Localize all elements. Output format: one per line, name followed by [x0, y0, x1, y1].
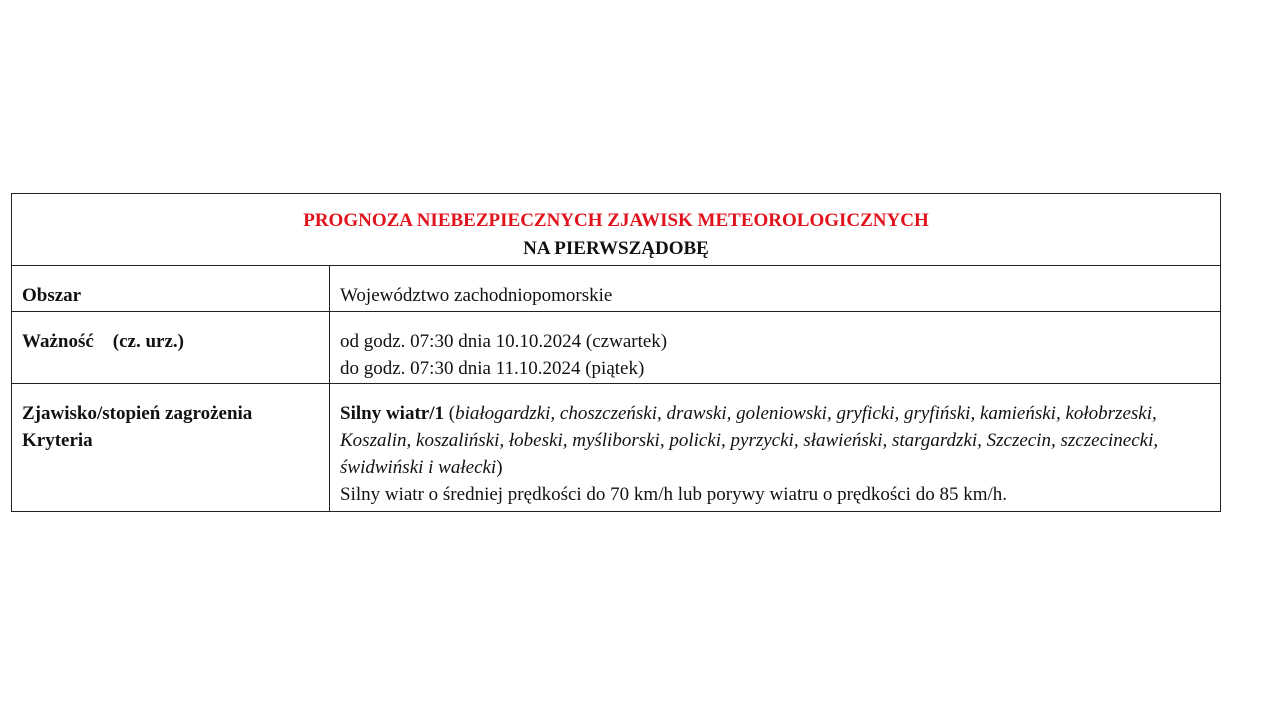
- phenomenon-row: [12, 384, 1221, 512]
- regions-open-paren: (: [443, 403, 456, 424]
- phenomenon-label-line2: Kryteria: [22, 430, 93, 451]
- affected-regions: białogardzki, choszczeński, drawski, goleniowski, gryficki, gryfiński, kamieński, kołobrzeski, Koszalin, koszaliński, łobeski, myśliborski, policki, pyrzycki, sławieński, stargardzki, Szczecin, szczecinecki, świdwiński i wałecki: [340, 403, 1159, 478]
- phenomenon-value: [330, 384, 1221, 512]
- validity-value: [330, 312, 1221, 384]
- header-cell: [12, 194, 1221, 266]
- phenomenon-label-line1: Zjawisko/stopień zagrożenia: [22, 403, 253, 424]
- validity-label: Ważność (cz. urz.): [12, 312, 330, 384]
- validity-to: do godz. 07:30 dnia 11.10.2024 (piątek): [340, 358, 645, 379]
- warning-subtitle: NA PIERWSZĄDOBĘ: [523, 238, 709, 259]
- weather-warning-table: [11, 193, 1221, 512]
- area-row: [12, 266, 1221, 312]
- regions-close-paren: ): [496, 457, 503, 478]
- validity-row: [12, 312, 1221, 384]
- header-row: [12, 194, 1221, 266]
- area-label: Obszar: [12, 266, 330, 312]
- warning-title: PROGNOZA NIEBEZPIECZNYCH ZJAWISK METEOROLOGICZNYCH: [303, 210, 929, 231]
- area-value: Województwo zachodniopomorskie: [330, 266, 1221, 312]
- phenomenon-description: [340, 403, 1158, 478]
- validity-from: od godz. 07:30 dnia 10.10.2024 (czwartek): [340, 331, 668, 352]
- phenomenon-label: [12, 384, 330, 512]
- phenomenon-criteria: Silny wiatr o średniej prędkości do 70 km/h lub porywy wiatru o prędkości do 85 km/h.: [340, 484, 1008, 505]
- phenomenon-name: Silny wiatr/1: [340, 403, 444, 424]
